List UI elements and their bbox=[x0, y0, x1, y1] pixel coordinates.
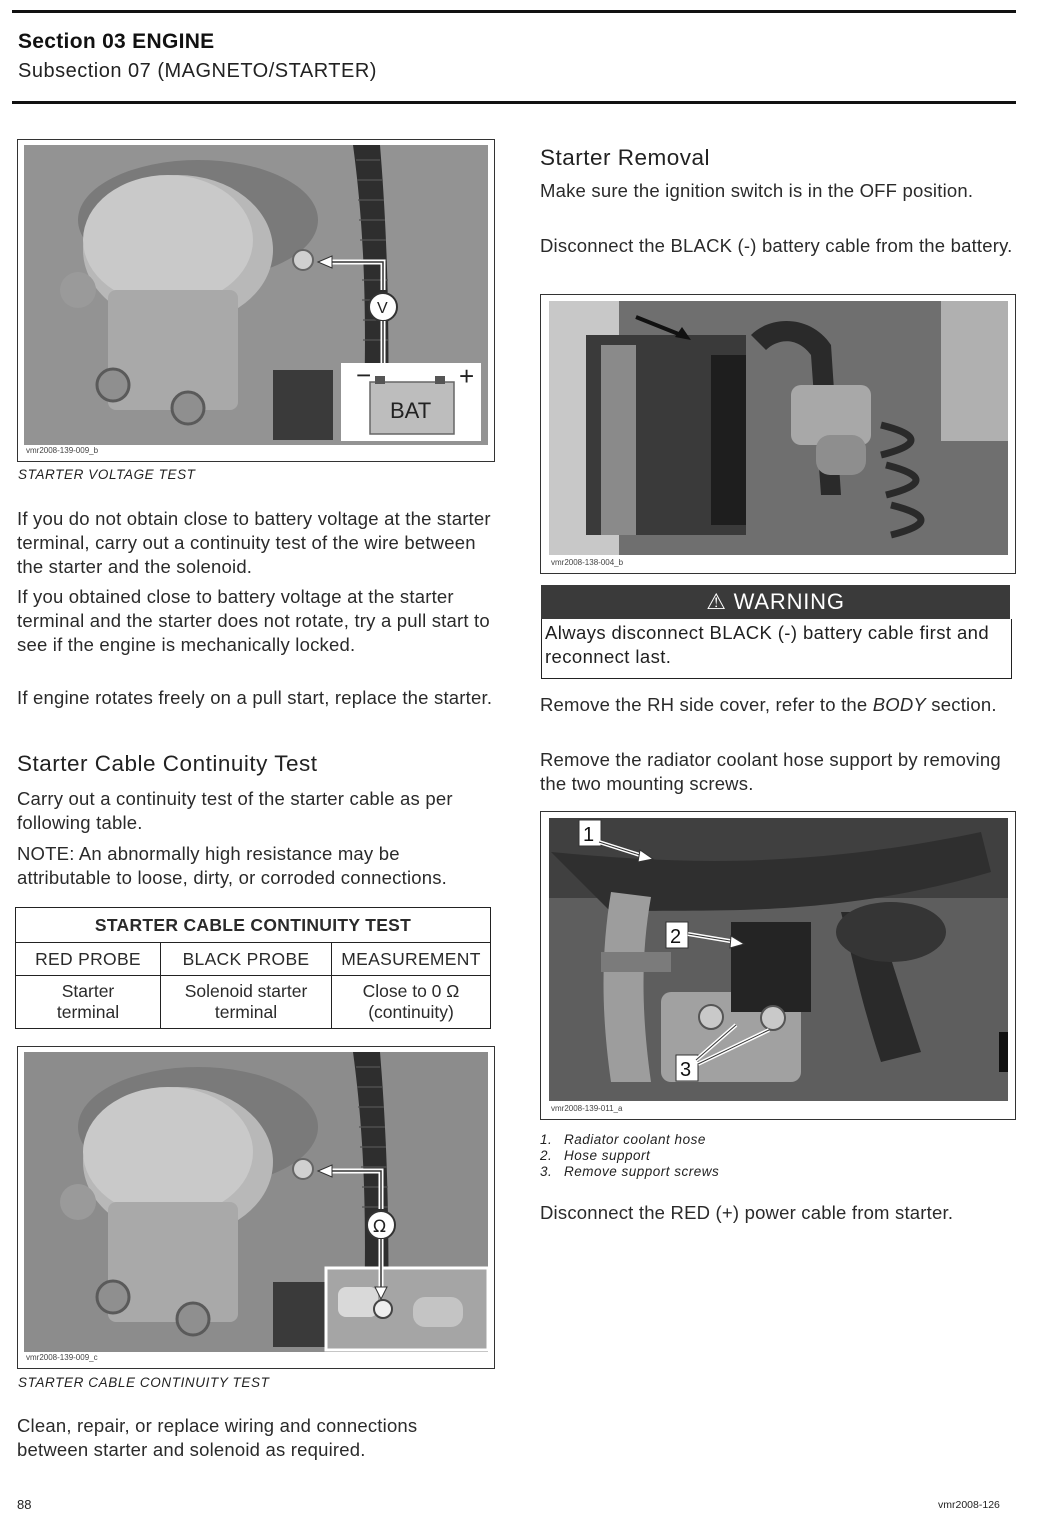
legend-item: 2. Hose support bbox=[540, 1148, 651, 1163]
legend-item: 3. Remove support screws bbox=[540, 1164, 720, 1179]
warning-title: WARNING bbox=[733, 589, 845, 614]
figure-code: vmr2008-139-009_c bbox=[26, 1353, 98, 1362]
paragraph: Remove the RH side cover, refer to the BODY section. bbox=[540, 694, 997, 715]
callout-1: 1 bbox=[583, 824, 595, 846]
cable-continuity-figure bbox=[17, 1046, 495, 1369]
starter-voltage-test-figure bbox=[17, 139, 495, 462]
paragraph: Disconnect the BLACK (-) battery cable from the battery. bbox=[540, 235, 1013, 256]
paragraph: Carry out a continuity test of the starter cable as per following table. bbox=[17, 788, 453, 833]
cable-continuity-photo bbox=[18, 1047, 494, 1368]
paragraph: If you obtained close to battery voltage at the starter terminal and the starter does not rotate, try a pull start to see if the engine is mechanically locked. bbox=[17, 586, 490, 655]
battery-figure bbox=[540, 294, 1016, 574]
callout-2: 2 bbox=[670, 926, 682, 948]
warning-icon: ⚠ bbox=[706, 589, 727, 614]
hose-support-photo bbox=[541, 812, 1015, 1119]
paragraph: Disconnect the RED (+) power cable from starter. bbox=[540, 1202, 954, 1223]
paragraph: Clean, repair, or replace wiring and connections between starter and solenoid as required. bbox=[17, 1415, 418, 1460]
warning-text: Always disconnect BLACK (-) battery cable first and reconnect last. bbox=[541, 619, 1012, 679]
top-rule bbox=[12, 10, 1016, 13]
document-code: vmr2008-126 bbox=[938, 1499, 1000, 1511]
figure-caption: STARTER VOLTAGE TEST bbox=[18, 467, 196, 482]
table-header: BLACK PROBE bbox=[161, 943, 332, 976]
section-heading: Starter Removal bbox=[540, 145, 711, 170]
figure-code: vmr2008-139-011_a bbox=[551, 1104, 623, 1113]
table-header: MEASUREMENT bbox=[332, 943, 491, 976]
ohmmeter-label: Ω bbox=[373, 1217, 386, 1237]
section-heading: Starter Cable Continuity Test bbox=[17, 751, 318, 776]
table-cell: Close to 0 Ω (continuity) bbox=[332, 976, 491, 1029]
table-header: RED PROBE bbox=[16, 943, 161, 976]
table-title: STARTER CABLE CONTINUITY TEST bbox=[16, 908, 491, 943]
figure-caption: STARTER CABLE CONTINUITY TEST bbox=[18, 1375, 270, 1390]
paragraph: If engine rotates freely on a pull start, replace the starter. bbox=[17, 687, 493, 708]
voltmeter-label: V bbox=[377, 300, 388, 317]
paragraph: Remove the radiator coolant hose support by removing the two mounting screws. bbox=[540, 749, 1001, 794]
warning-header bbox=[541, 585, 1010, 619]
table-cell: Starter terminal bbox=[16, 976, 161, 1029]
page-number: 88 bbox=[17, 1497, 32, 1512]
legend-item: 1. Radiator coolant hose bbox=[540, 1132, 706, 1147]
note: NOTE: An abnormally high resistance may be attributable to loose, dirty, or corroded connections. bbox=[17, 843, 448, 888]
battery-photo bbox=[541, 295, 1015, 573]
battery-label: BAT bbox=[390, 398, 432, 423]
battery-plus-label: + bbox=[459, 361, 475, 391]
figure-code: vmr2008-138-004_b bbox=[551, 558, 624, 567]
continuity-test-table bbox=[15, 907, 491, 1029]
paragraph: Make sure the ignition switch is in the OFF position. bbox=[540, 180, 974, 201]
figure-legend bbox=[540, 1132, 719, 1180]
figure-code: vmr2008-139-009_b bbox=[26, 446, 99, 455]
section-title: Section 03 ENGINE bbox=[18, 30, 215, 53]
header-rule bbox=[12, 101, 1016, 104]
subsection-title: Subsection 07 (MAGNETO/STARTER) bbox=[18, 60, 377, 82]
battery-minus-label: − bbox=[356, 360, 372, 390]
starter-voltage-photo bbox=[18, 140, 494, 461]
hose-support-figure bbox=[540, 811, 1016, 1120]
table-cell: Solenoid starter terminal bbox=[161, 976, 332, 1029]
paragraph: If you do not obtain close to battery voltage at the starter terminal, carry out a continuity test of the wire between the starter and the solenoid. bbox=[17, 508, 491, 577]
callout-3: 3 bbox=[680, 1059, 692, 1081]
